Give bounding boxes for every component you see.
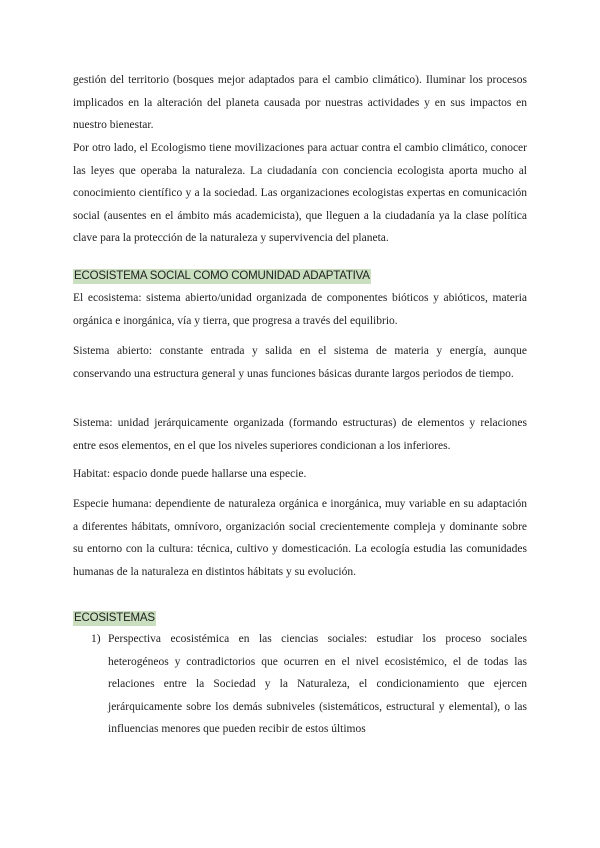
paragraph-habitat: Habitat: espacio donde puede hallarse una especie.	[73, 468, 307, 480]
paragraph-ecosistema-definicion: El ecosistema: sistema abierto/unidad organizada de componentes bióticos y abióticos, materia orgánica e inorgánica, vía y tierra, que progresa a través del equilibrio.	[73, 292, 527, 327]
paragraph-ecologismo: Por otro lado, el Ecologismo tiene movilizaciones para actuar contra el cambio climático, conocer las leyes que operaba la naturaleza. La ciudadanía con conciencia ecologista aporta mucho al conocimiento científico y a la sociedad. Las organizaciones ecologistas expertas en comunicación social (ausentes en el ámbito más academicista), que lleguen a la ciudadanía ya la clase política clave para la protección de la naturaleza y supervivencia del planeta.	[73, 142, 527, 245]
paragraph-sistema-abierto: Sistema abierto: constante entrada y salida en el sistema de materia y energía, aunque conservando una estructura general y unas funciones básicas durante largos periodos de tiempo.	[73, 345, 527, 380]
heading-ecosistema-social: ECOSISTEMA SOCIAL COMO COMUNIDAD ADAPTATIVA	[74, 270, 370, 282]
list-item-text: Perspectiva ecosistémica en las ciencias sociales: estudiar los proceso sociales heterogéneos y contradictorios que ocurren en el nivel ecosistémico, el de todas las relaciones entre la Sociedad y la Naturaleza, el condicionamiento que ejercen jerárquicamente sobre los demás subniveles (sistemáticos, estructural y elemental), o las influencias menores que pueden recibir de estos últimos	[108, 633, 527, 736]
paragraph-sistema: Sistema: unidad jerárquicamente organizada (formando estructuras) de elementos y relaciones entre esos elementos, en el que los niveles superiores condicionan a los inferiores.	[73, 417, 527, 452]
list-item-number: 1)	[91, 633, 101, 645]
paragraph-territorio: gestión del territorio (bosques mejor adaptados para el cambio climático). Iluminar los procesos implicados en la alteración del planeta causada por nuestras actividades y en sus impactos en nuestro bienestar.	[73, 74, 527, 132]
heading-ecosistemas: ECOSISTEMAS	[74, 612, 155, 624]
paragraph-especie-humana: Especie humana: dependiente de naturaleza orgánica e inorgánica, muy variable en su adaptación a diferentes hábitats, omnívoro, organización social crecientemente compleja y dominante sobre su entorno con la cultura: técnica, cultivo y domesticación. La ecología estudia las comunidades humanas de la naturaleza en distintos hábitats y su evolución.	[73, 498, 527, 578]
